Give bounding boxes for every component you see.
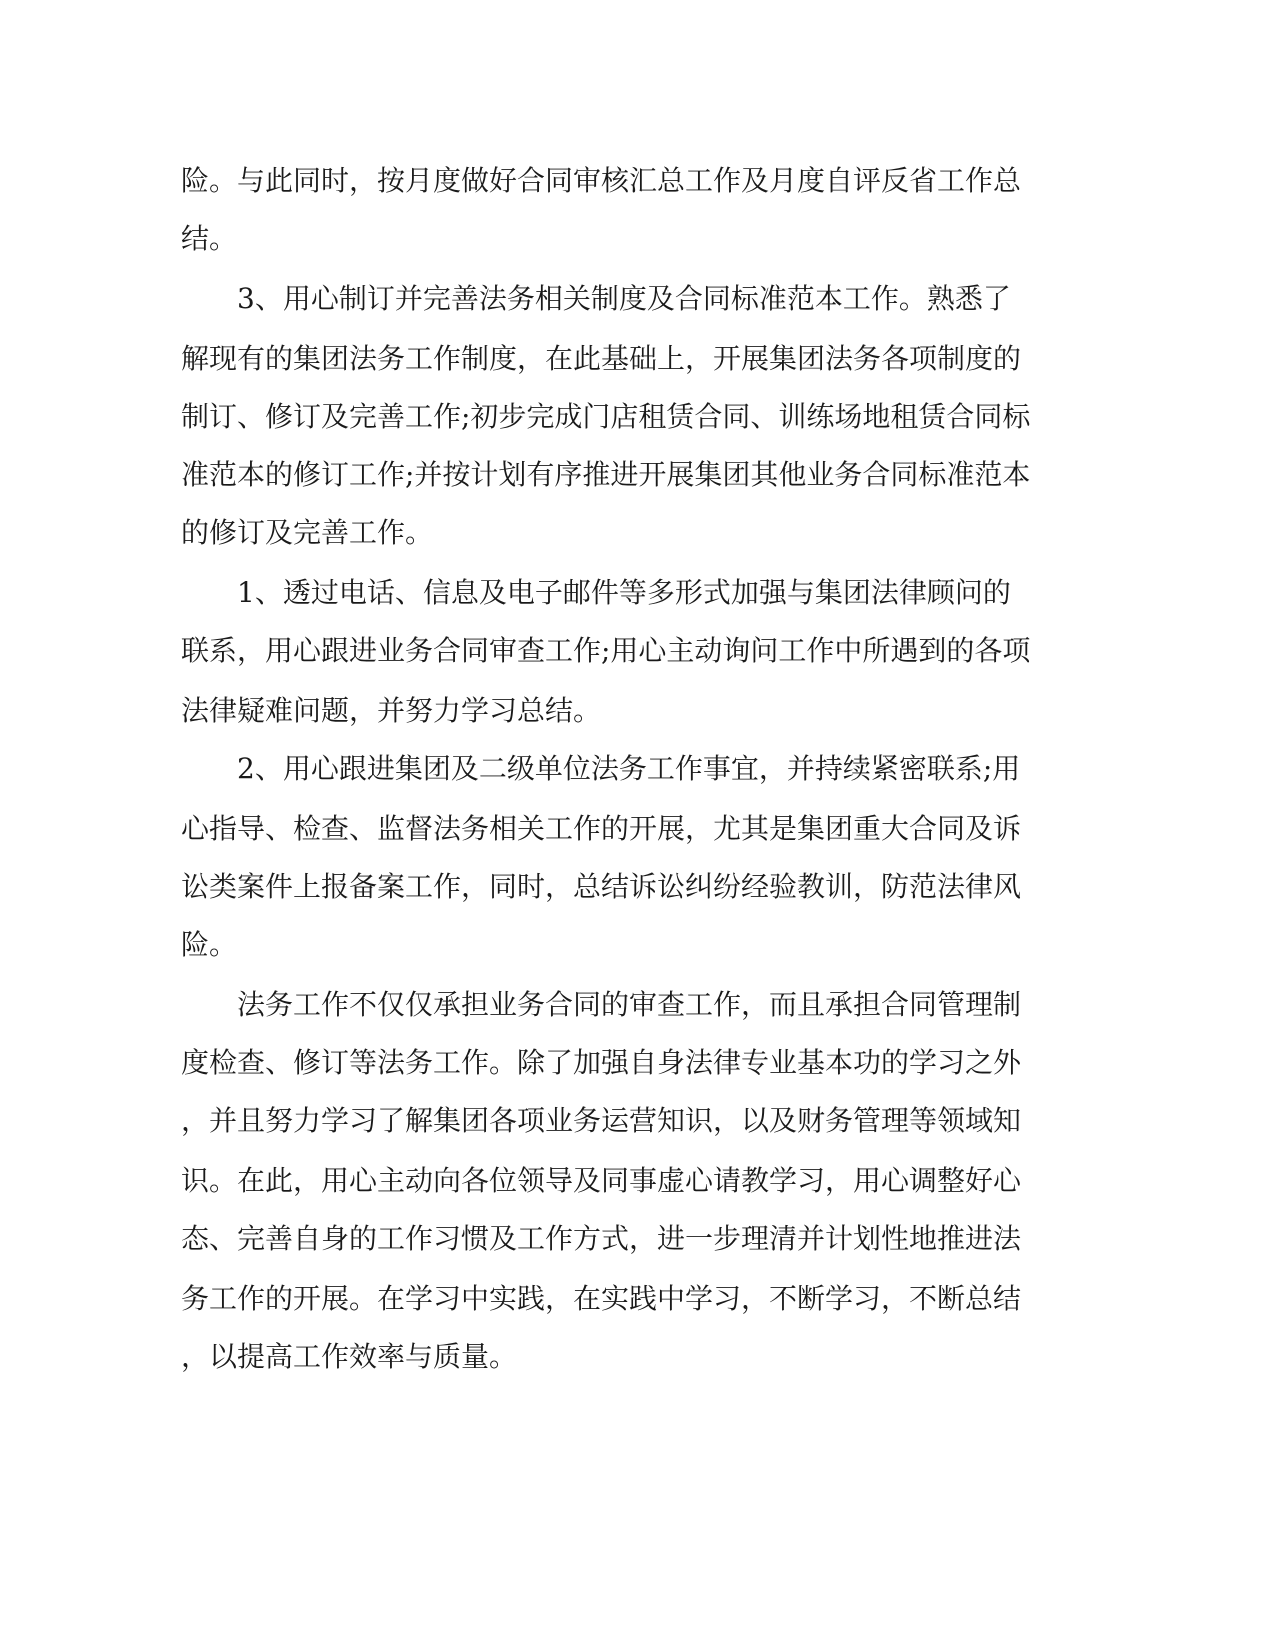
text-line: 心指导、检查、监督法务相关工作的开展，尤其是集团重大合同及诉 [181,812,1022,845]
text-line: 度检查、修订等法务工作。除了加强自身法律专业基本功的学习之外 [181,1046,1022,1079]
text-line: ，并且努力学习了解集团各项业务运营知识，以及财务管理等领域知 [181,1104,1022,1137]
text-line: 准范本的修订工作;并按计划有序推进开展集团其他业务合同标准范本 [181,458,1031,491]
text-line: 2、用心跟进集团及二级单位法务工作事宜，并持续紧密联系;用 [181,752,1021,785]
text-line: 制订、修订及完善工作;初步完成门店租赁合同、训练场地租赁合同标 [181,400,1031,433]
text-line: 识。在此，用心主动向各位领导及同事虚心请教学习，用心调整好心 [181,1164,1022,1197]
text-line: 1、透过电话、信息及电子邮件等多形式加强与集团法律顾问的 [181,576,1011,609]
text-line: 态、完善自身的工作习惯及工作方式，进一步理清并计划性地推进法 [181,1222,1022,1255]
text-line: 讼类案件上报备案工作，同时，总结诉讼纠纷经验教训，防范法律风 [181,870,1022,903]
text-line: 解现有的集团法务工作制度，在此基础上，开展集团法务各项制度的 [181,342,1022,375]
text-line: 险。与此同时，按月度做好合同审核汇总工作及月度自评反省工作总 [181,164,1022,197]
text-line: 法务工作不仅仅承担业务合同的审查工作，而且承担合同管理制 [181,988,1022,1021]
text-line: 联系，用心跟进业务合同审查工作;用心主动询问工作中所遇到的各项 [181,634,1031,667]
text-line: 法律疑难问题，并努力学习总结。 [181,694,602,727]
text-line: 的修订及完善工作。 [181,516,434,549]
text-line: 3、用心制订并完善法务相关制度及合同标准范本工作。熟悉了 [181,282,1011,315]
text-line: 务工作的开展。在学习中实践，在实践中学习，不断学习，不断总结 [181,1282,1022,1315]
text-line: 结。 [181,222,238,255]
text-line: 险。 [181,928,238,961]
text-line: ，以提高工作效率与质量。 [181,1340,518,1373]
